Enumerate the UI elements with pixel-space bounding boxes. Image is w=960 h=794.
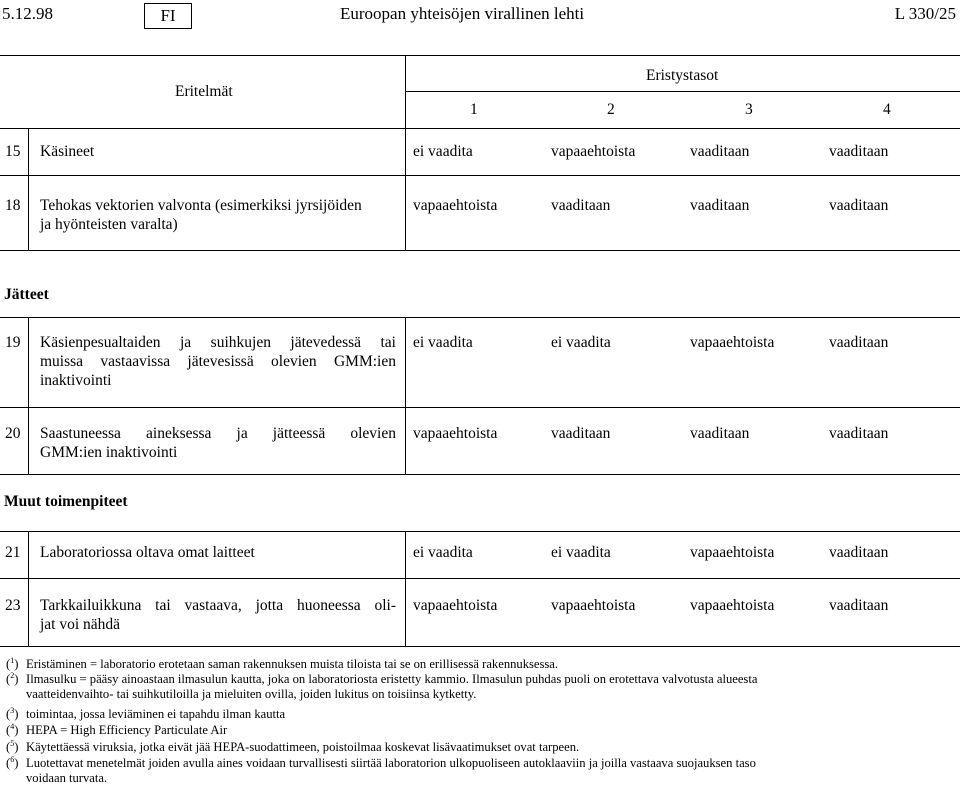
row-spec-line: Käsineet [40,143,95,160]
section-heading-other-measures: Muut toimenpiteet [4,493,128,510]
row-number: 18 [5,197,21,214]
footnote-text: Käytettäessä viruksia, jotka eivät jää HEPA-suodattimeen, poistoilmaa koskevat lisävaatimukset ovat tarpeen. [26,740,580,755]
column-divider [405,55,406,250]
row-spec-line: inaktivointi [40,372,112,389]
footnote-text: Ilmasulku = pääsy ainoastaan ilmasulun kautta, joka on laboratoriosta eristetty kammio. Ilmasulun puhdas puoli on erotettava valvotusta alueesta [26,672,758,687]
footnote: ($^6$) Luotettavat menetelmät joiden avulla aines voidaan turvallisesti siirtää laboratorion ulkopuoliseen autoklaaviin ja joilla vastaava suojauksen taso voidaan turvata. [6,753,956,786]
footnote-text: voidaan turvata. [26,771,108,786]
row-rule [0,578,960,579]
footnote-number: 5 [10,739,15,748]
footnote: ($^2$) Ilmasulku = pääsy ainoastaan ilmasulun kautta, joka on laboratoriosta eristetty kammio. Ilmasulun puhdas puoli on erotettava valvotusta alueesta vaatteidenvaihto- tai suihkutiloilla ja mieluiten ovilla, joiden lukitus on toisiinsa kytketty. [6,669,956,702]
level-2-header: 2 [607,101,615,118]
level-2-value: ei vaadita [551,334,611,351]
level-4-value: vaaditaan [829,334,889,351]
footnote: ($^1$) Eristäminen = laboratorio erotetaan saman rakennuksen muista tiloista tai se on erillisessä rakennuksessa. [6,656,559,672]
row-spec-line: jat voi nähdä [40,616,121,633]
language-badge: FI [144,3,192,29]
row-number: 15 [5,143,21,160]
row-spec-line: Tehokas vektorien valvonta (esimerkiksi jyrsijöiden [40,197,362,214]
level-4-value: vaaditaan [829,143,889,160]
level-3-value: vapaaehtoista [690,597,775,614]
column-header-specifications: Eritelmät [175,83,233,100]
journal-title: Euroopan yhteisöjen virallinen lehti [340,4,585,23]
row-number: 21 [5,544,21,561]
row-number: 20 [5,425,21,442]
column-divider [405,531,406,646]
level-1-value: vapaaehtoista [413,597,498,614]
level-3-value: vapaaehtoista [690,334,775,351]
column-header-containment-levels: Eristystasot [646,67,719,84]
row-number: 19 [5,334,21,351]
row-spec-line: muissa vastaavissa jätevesissä olevien GMM:ien [40,353,396,370]
level-1-value: vapaaehtoista [413,197,498,214]
section-heading-waste: Jätteet [4,286,49,303]
level-3-value: vaaditaan [690,143,750,160]
table-bottom-rule [0,646,960,647]
level-1-header: 1 [470,101,478,118]
footnote-text: toimintaa, jossa leviäminen ei tapahdu ilman kautta [26,707,286,722]
footnote-number: 6 [10,755,15,764]
level-3-header: 3 [745,101,753,118]
footnote-text: HEPA = High Efficiency Particulate Air [26,723,228,738]
level-2-value: vapaaehtoista [551,597,636,614]
row-rule [0,407,960,408]
row-spec-line: Tarkkailuikkuna tai vastaava, jotta huoneessa oli- [40,597,396,614]
level-3-value: vapaaehtoista [690,544,775,561]
footnote-text: Eristäminen = laboratorio erotetaan saman rakennuksen muista tiloista tai se on erillisessä rakennuksessa. [26,657,559,672]
footnote-text: vaatteidenvaihto- tai suihkutiloilla ja mieluiten ovilla, joiden lukitus on toisiinsa kytketty. [26,687,477,702]
footnote-number: 4 [10,722,15,731]
level-4-value: vaaditaan [829,544,889,561]
header-bottom-rule [0,128,960,129]
level-3-value: vaaditaan [690,197,750,214]
row-number: 23 [5,597,21,614]
row-rule [0,250,960,251]
level-1-value: ei vaadita [413,334,473,351]
level-1-value: vapaaehtoista [413,425,498,442]
level-4-value: vaaditaan [829,597,889,614]
level-4-value: vaaditaan [829,425,889,442]
level-1-value: ei vaadita [413,143,473,160]
footnote-number: 1 [10,656,15,665]
column-divider [28,128,29,250]
row-spec-line: Käsienpesualtaiden ja suihkujen jätevedessä tai [40,334,396,351]
footnote: ($^5$) Käytettäessä viruksia, jotka eivät jää HEPA-suodattimeen, poistoilmaa koskevat lisävaatimukset ovat tarpeen. [6,739,580,755]
footnote-number: 3 [10,706,15,715]
row-spec-line: Laboratoriossa oltava omat laitteet [40,544,255,561]
column-divider [28,531,29,646]
row-rule [0,175,960,176]
level-4-value: vaaditaan [829,197,889,214]
column-divider [28,317,29,474]
footnote: ($^3$) toimintaa, jossa leviäminen ei tapahdu ilman kautta [6,706,286,722]
levels-header-rule [406,91,960,92]
level-2-value: ei vaadita [551,544,611,561]
page-reference: L 330/25 [894,4,956,23]
level-1-value: ei vaadita [413,544,473,561]
level-2-value: vaaditaan [551,197,611,214]
footnote: ($^4$) HEPA = High Efficiency Particulate Air [6,722,228,738]
row-spec-line: Saastuneessa aineksessa ja jätteessä olevien [40,425,396,442]
level-3-value: vaaditaan [690,425,750,442]
table-top-rule [0,55,960,56]
row-rule [0,474,960,475]
row-rule [0,317,960,318]
row-spec-line: GMM:ien inaktivointi [40,444,178,461]
level-2-value: vaaditaan [551,425,611,442]
level-2-value: vapaaehtoista [551,143,636,160]
column-divider [405,317,406,474]
page-date: 5.12.98 [2,4,53,23]
level-4-header: 4 [883,101,891,118]
row-spec-line: ja hyönteisten varalta) [40,216,178,233]
footnote-number: 2 [10,671,15,680]
footnote-text: Luotettavat menetelmät joiden avulla aines voidaan turvallisesti siirtää laboratorion ulkopuoliseen autoklaaviin ja joilla vastaava suojauksen taso [26,756,756,771]
row-rule [0,531,960,532]
